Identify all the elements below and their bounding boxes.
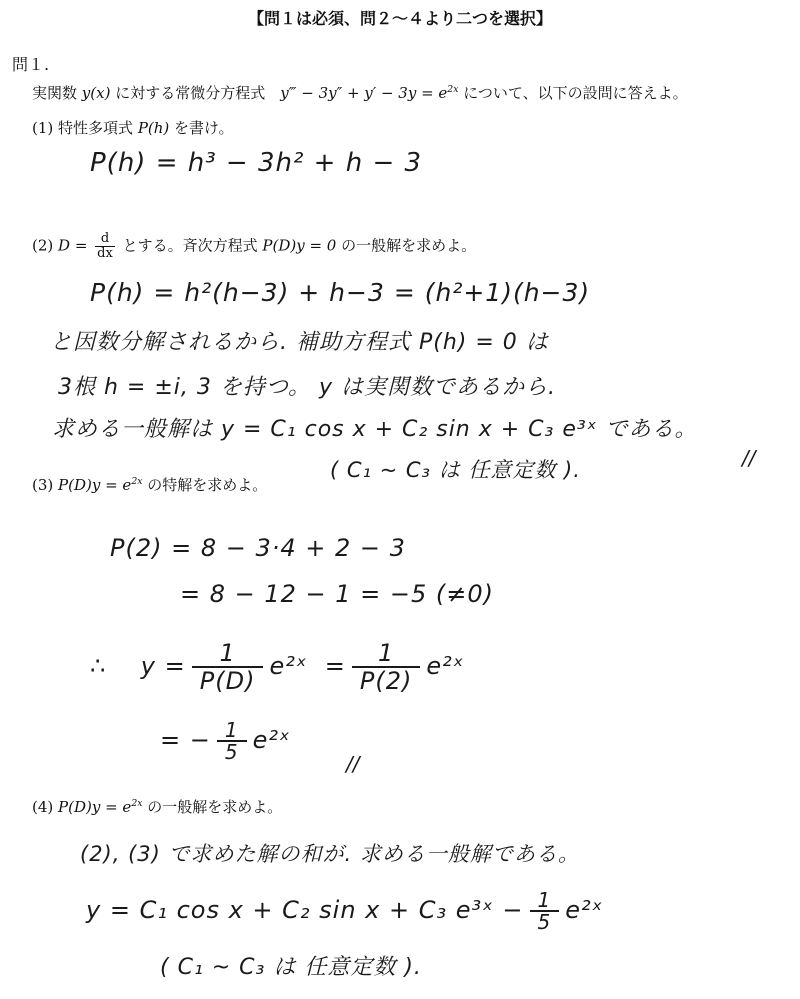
part-3-end-mark: // xyxy=(346,752,360,776)
part-3-equation: P(D)y = e xyxy=(58,476,132,494)
part-3-result-exp: e²ˣ xyxy=(252,726,291,754)
intro-text-mid: に対する常微分方程式 xyxy=(110,84,281,102)
part-1-answer: P(h) = h³ − 3h² + h − 3 xyxy=(90,148,423,178)
intro-equation: y‴ − 3y″ + y′ − 3y = e xyxy=(280,84,448,102)
part-4-solution-terms: y = C₁ cos x + C₂ sin x + C₃ e³ˣ − xyxy=(86,896,524,924)
part-2-frac-den: dx xyxy=(97,246,113,261)
part-1-number: (1) xyxy=(32,119,54,137)
part-4-solution-exp: e²ˣ xyxy=(565,896,604,924)
part-3-answer-line-2: = 8 − 12 − 1 = −5 (≠0) xyxy=(180,580,495,608)
part-2-answer-line-2: と因数分解されるから. 補助方程式 P(h) = 0 は xyxy=(50,330,549,355)
part-1-symbol: P(h) xyxy=(137,119,170,137)
part-4-answer-line-1: (2), (3) で求めた解の和が. 求める一般解である。 xyxy=(80,842,580,866)
part-3-result-lhs: = − xyxy=(160,726,211,754)
intro-exponent: 2x xyxy=(447,84,459,95)
part-3-y: y = xyxy=(140,652,186,680)
part-4-prompt xyxy=(32,794,282,817)
part-2-end-mark: // xyxy=(742,446,756,470)
page-header: 【問１は必須、問２〜４より二つを選択】 xyxy=(247,9,552,28)
part-2-answer-line-1: P(h) = h²(h−3) + h−3 = (h²+1)(h−3) xyxy=(90,278,591,307)
part-4-number: (4) xyxy=(32,798,54,816)
part-3-answer-line-4 xyxy=(160,720,291,762)
part-4-answer-line-3: ( C₁ ~ C₃ は 任意定数 ). xyxy=(160,955,422,980)
part-3-equals: = xyxy=(324,652,346,680)
part-4-frac-num: 1 xyxy=(530,890,560,912)
part-2-text-mid: とする。斉次方程式 xyxy=(117,236,263,255)
part-2-number: (2) xyxy=(32,236,54,255)
part-1-prompt xyxy=(32,118,233,138)
part-3-answer-line-3 xyxy=(90,640,464,694)
part-3-exponent: 2x xyxy=(131,476,143,487)
intro-text-post: について、以下の設問に答えよ。 xyxy=(458,84,688,102)
part-3-prompt xyxy=(32,472,267,495)
part-4-equation: P(D)y = e xyxy=(58,798,132,816)
intro-function: y(x) xyxy=(81,84,111,102)
part-4-exponent: 2x xyxy=(131,798,143,809)
part-4-fraction xyxy=(530,890,560,932)
part-3-result-den: 5 xyxy=(224,740,239,764)
question-label: 問１. xyxy=(12,55,50,74)
part-2-answer-line-5: ( C₁ ~ C₃ は 任意定数 ). xyxy=(330,458,581,482)
part-3-number: (3) xyxy=(32,476,54,494)
part-2-answer-line-3: 3根 h = ±i, 3 を持つ。 y は実関数であるから. xyxy=(58,375,556,400)
part-3-fraction-2 xyxy=(352,640,420,694)
part-4-answer-line-2 xyxy=(86,890,603,932)
part-3-answer-line-1: P(2) = 8 − 3·4 + 2 − 3 xyxy=(110,534,406,562)
part-2-prompt xyxy=(32,232,476,261)
part-3-result-fraction xyxy=(217,720,247,762)
part-3-frac2-den: P(2) xyxy=(359,667,413,695)
part-2-fraction xyxy=(95,232,115,261)
part-3-text-post: の特解を求めよ。 xyxy=(142,476,268,494)
part-3-frac1-den: P(D) xyxy=(199,667,256,695)
part-2-frac-num: d xyxy=(95,232,115,247)
part-3-frac1-num: 1 xyxy=(192,640,264,668)
therefore-symbol: ∴ xyxy=(90,652,107,680)
intro-text-pre: 実関数 xyxy=(32,84,82,102)
part-3-result-num: 1 xyxy=(217,720,247,742)
part-1-text-post: を書け。 xyxy=(169,119,234,137)
part-2-answer-line-4: 求める一般解は y = C₁ cos x + C₂ sin x + C₃ e³ˣ である。 xyxy=(52,417,698,442)
part-1-text-pre: 特性多項式 xyxy=(58,119,138,137)
part-4-frac-den: 5 xyxy=(537,910,552,934)
question-intro xyxy=(32,80,688,103)
part-2-text-post: の一般解を求めよ。 xyxy=(336,236,477,255)
part-2-lhs: D = xyxy=(58,236,93,255)
part-3-exp-1: e²ˣ xyxy=(269,652,308,680)
part-3-frac2-num: 1 xyxy=(352,640,420,668)
part-3-fraction-1 xyxy=(192,640,264,694)
part-3-exp-2: e²ˣ xyxy=(426,652,465,680)
part-2-equation: P(D)y = 0 xyxy=(262,236,337,255)
part-4-text-post: の一般解を求めよ。 xyxy=(142,798,283,816)
